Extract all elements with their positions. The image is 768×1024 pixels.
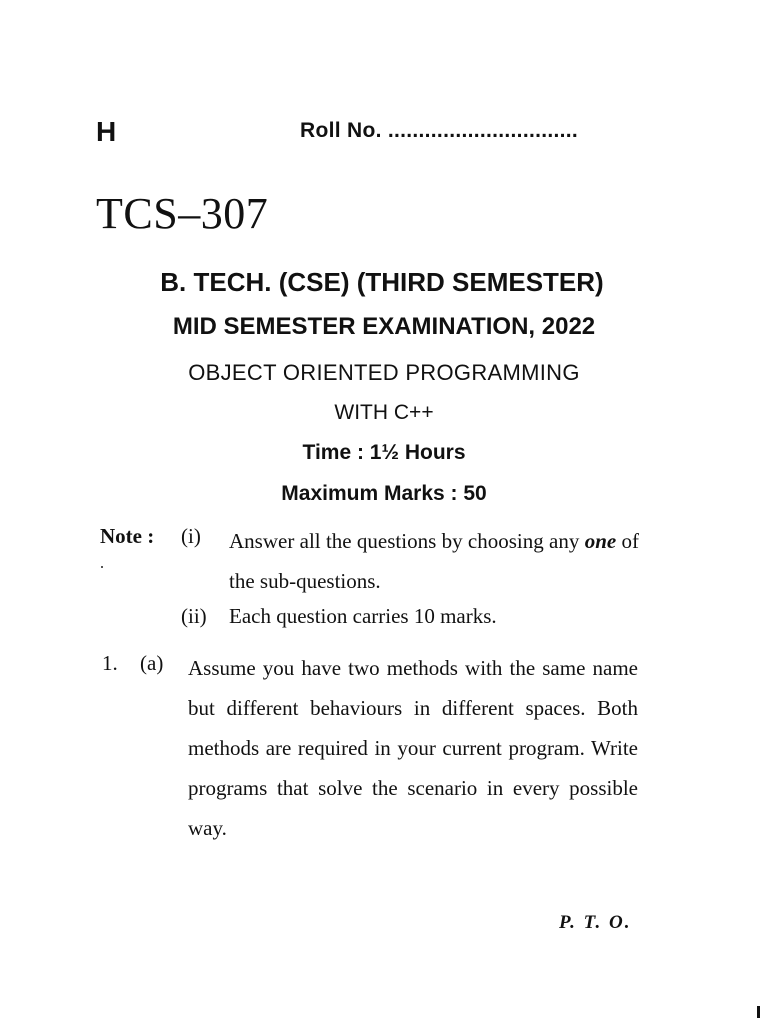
exam-title: MID SEMESTER EXAMINATION, 2022 xyxy=(172,313,596,340)
note-text-part: of the sub-questions. xyxy=(229,529,639,593)
note-label: Note : xyxy=(100,524,155,548)
paper-code: TCS–307 xyxy=(96,189,269,238)
paper-series-letter: H xyxy=(96,116,117,147)
subject-title-line2: WITH C++ xyxy=(334,401,434,424)
scan-speck xyxy=(101,566,103,568)
question-text: Assume you have two methods with the same name but different behaviours in different spaces. Both methods are required in your current program. Write programs that solve the scenario in every possible way. xyxy=(188,656,638,840)
roll-number-field: Roll No. ............................... xyxy=(300,119,579,142)
note-item-number: (i) xyxy=(181,524,201,548)
note-item xyxy=(181,604,497,629)
question-sub-label: (a) xyxy=(140,651,164,675)
note-item-text xyxy=(229,521,639,601)
note-emphasis: one xyxy=(584,529,617,553)
maximum-marks: Maximum Marks : 50 xyxy=(281,482,487,505)
page-edge-mark xyxy=(757,1006,760,1018)
question-number: 1. xyxy=(102,651,118,675)
exam-duration: Time : 1½ Hours xyxy=(302,441,466,464)
note-text-part: Answer all the questions by choosing any xyxy=(229,529,585,553)
page-turn-over: P. T. O. xyxy=(559,912,632,933)
note-item-number: (ii) xyxy=(181,604,207,628)
note-item-text: Each question carries 10 marks. xyxy=(229,604,497,628)
course-title: B. TECH. (CSE) (THIRD SEMESTER) xyxy=(160,267,604,297)
subject-title-line1: OBJECT ORIENTED PROGRAMMING xyxy=(188,360,580,385)
